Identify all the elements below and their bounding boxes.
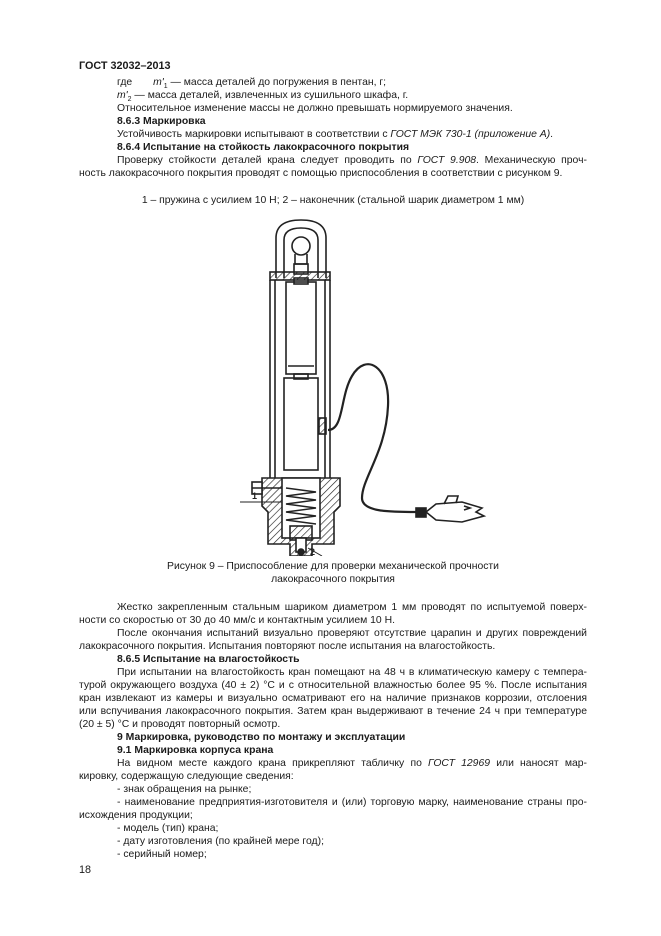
figure-caption-line-2: лакокрасочного покрытия — [271, 574, 395, 585]
heading-8-6-3: 8.6.3 Маркировка — [117, 116, 206, 127]
paragraph-after-test-line-2: лакокрасочного покрытия. Испытания повторяют после испытания на влагостойкость. — [79, 641, 496, 652]
paragraph-after-test-line-1: После окончания испытаний визуально проверяют отсутствие царапин и других повреждений — [117, 628, 587, 639]
list-item: - серийный номер; — [117, 849, 207, 860]
definition-line-1: где $m'_1$ — масса деталей до погружения в пентан, г; — [117, 77, 387, 91]
heading-9-1: 9.1 Маркировка корпуса крана — [117, 745, 274, 756]
paragraph-8-6-5-line-1: При испытании на влагостойкость кран помещают на 48 ч в климатическую камеру с темпера- — [117, 667, 587, 678]
paragraph-9-1-line-1: На видном месте каждого крана прикрепляют табличку по ГОСТ 12969 или наносят мар- — [117, 758, 588, 769]
standard-header: ГОСТ 32032–2013 — [79, 60, 171, 72]
heading-9: 9 Маркировка, руководство по монтажу и эксплуатации — [117, 732, 406, 743]
figure-label-1: 1 — [252, 491, 258, 501]
list-item: - знак обращения на рынке; — [117, 784, 252, 795]
paragraph-ball-line-1: Жестко закрепленным стальным шариком диаметром 1 мм проводят по испытуемой поверх- — [117, 602, 587, 613]
paragraph-8-6-4-line-1: Проверку стойкости деталей крана следует проводить по ГОСТ 9.908. Механическую проч- — [117, 155, 587, 166]
ref-gost-mek-730-1: ГОСТ МЭК 730-1 (приложение А) — [390, 129, 551, 140]
paragraph-ball-line-2: ности со скоростью от 30 до 40 мм/с и контактным усилием 10 Н. — [79, 615, 395, 626]
heading-8-6-4: 8.6.4 Испытание на стойкость лакокрасочного покрытия — [117, 142, 410, 153]
paragraph-8-6-5-line-2: турой окружающего воздуха (40 ± 2) °С и с относительной влажностью более 95 %. После испытания — [79, 680, 587, 691]
page-number: 18 — [79, 864, 92, 876]
paragraph-8-6-5-line-4: или вспучивания лакокрасочного покрытия. Затем кран выдерживают в течение 24 ч при температуре — [79, 706, 587, 717]
paragraph-8-6-5-line-5: (20 ± 5) °С и проводят повторный осмотр. — [79, 719, 281, 730]
paragraph-8-6-5-line-3: кран извлекают из камеры и визуально осматривают его на наличие признаков коррозии, отслоения — [79, 693, 587, 704]
figure-9-drawing — [240, 216, 500, 556]
figure-legend: 1 – пружина с усилием 10 Н; 2 – наконечник (стальной шарик диаметром 1 мм) — [141, 195, 525, 206]
device-body — [252, 220, 484, 556]
definition-line-2: $m'_2$ — масса деталей, извлеченных из сушильного шкафа, г. — [117, 90, 409, 104]
ref-gost-9-908: ГОСТ 9.908 — [417, 155, 477, 166]
list-item: - дату изготовления (по крайней мере год); — [117, 836, 324, 847]
figure-caption-line-1: Рисунок 9 – Приспособление для проверки механической прочности — [167, 561, 499, 572]
paragraph-9-1-line-2: кировку, содержащую следующие сведения: — [79, 771, 294, 782]
paragraph-mass-change: Относительное изменение массы не должно превышать нормируемого значения. — [117, 103, 513, 114]
ref-gost-12969: ГОСТ 12969 — [428, 758, 491, 769]
heading-8-6-5: 8.6.5 Испытание на влагостойкость — [117, 654, 300, 665]
paragraph-8-6-3: Устойчивость маркировки испытывают в соответствии с ГОСТ МЭК 730-1 (приложение А). — [117, 129, 554, 140]
figure-label-2: 2 — [310, 547, 316, 556]
list-item: - модель (тип) крана; — [117, 823, 219, 834]
paragraph-8-6-4-line-2: ность лакокрасочного покрытия проводят с помощью приспособления в соответствии с рисунком 9. — [79, 168, 563, 179]
list-item-continuation: исхождения продукции; — [79, 810, 193, 821]
list-item: - наименование предприятия-изготовителя и (или) торговую марку, наименование страны про- — [117, 797, 587, 808]
